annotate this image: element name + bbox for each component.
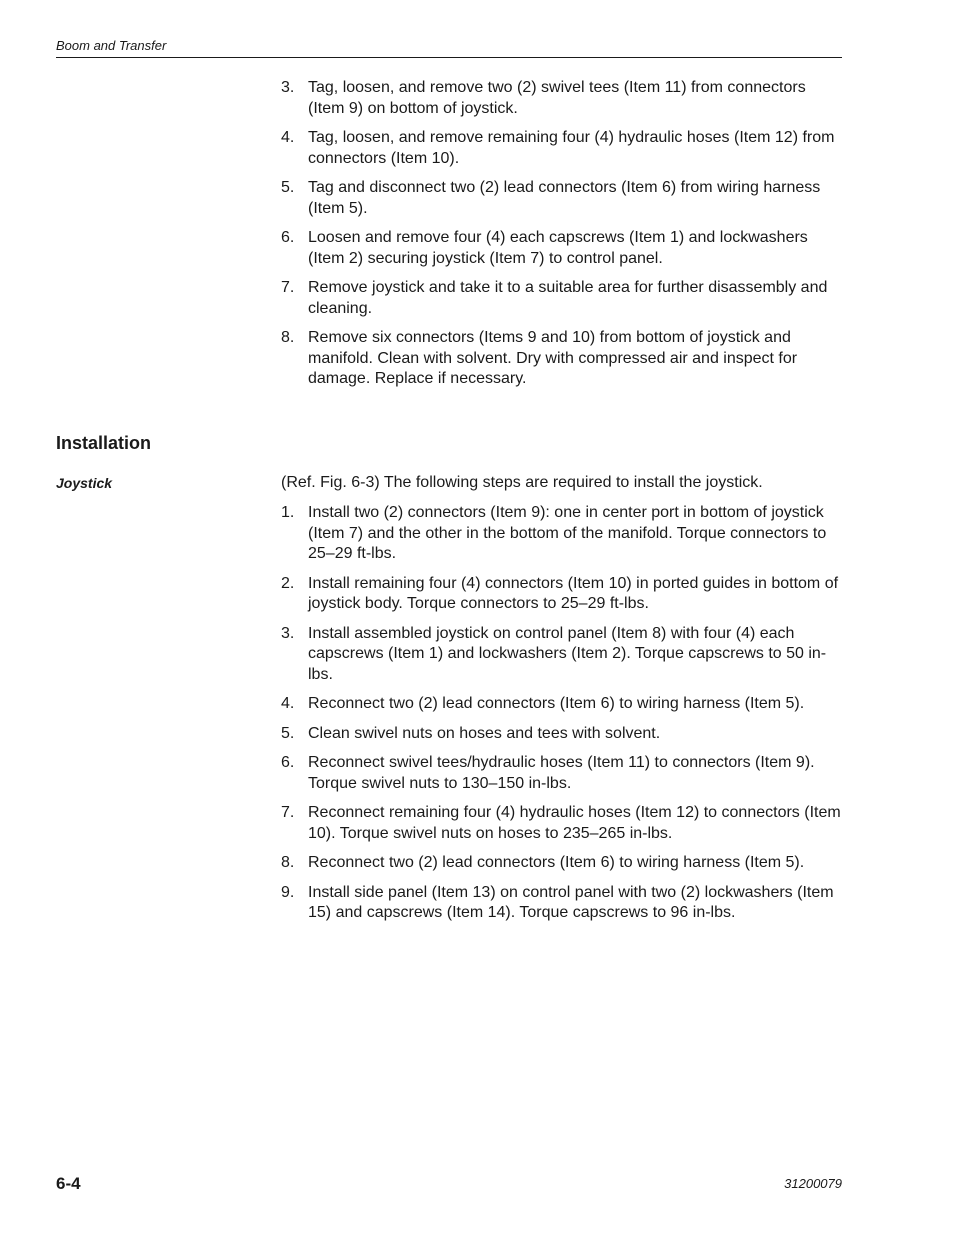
installation-intro: (Ref. Fig. 6-3) The following steps are required to install the joystick. [281, 474, 763, 491]
list-item [281, 624, 843, 686]
page-number: 6-4 [56, 1174, 81, 1193]
removal-steps-list [281, 78, 843, 399]
step-number: 8. [281, 854, 295, 871]
step-number: 1. [281, 504, 295, 521]
installation-steps-list [281, 503, 843, 933]
section-heading-installation: Installation [56, 433, 152, 453]
step-text: Install assembled joystick on control panel (Item 8) with four (4) each capscrews (Item 1) and lockwashers (Item 2). Torque capscrews to 50 in-lbs. [308, 624, 827, 683]
step-text: Reconnect swivel tees/hydraulic hoses (Item 11) to connectors (Item 9). Torque swivel nuts to 130–150 in-lbs. [308, 754, 815, 792]
step-number: 9. [281, 883, 295, 901]
step-text: Clean swivel nuts on hoses and tees with solvent. [308, 724, 661, 742]
step-text: Tag, loosen, and remove remaining four (4) hydraulic hoses (Item 12) from connectors (Item 10). [308, 129, 835, 167]
step-text: Install two (2) connectors (Item 9): one in center port in bottom of joystick (Item 7) and the other in the bottom of the manifold. Torque connectors to 25–29 ft-lbs. [308, 504, 827, 562]
step-text: Tag, loosen, and remove two (2) swivel tees (Item 11) from connectors (Item 9) on bottom of joystick. [308, 79, 806, 117]
step-text: Remove six connectors (Items 9 and 10) from bottom of joystick and manifold. Clean with solvent. Dry with compressed air and inspect for damage. Replace if necessary. [308, 329, 798, 387]
step-number: 3. [281, 79, 295, 96]
step-number: 6. [281, 754, 295, 771]
step-number: 7. [281, 279, 295, 296]
list-item [281, 328, 843, 390]
header-rule [56, 57, 842, 58]
step-number: 5. [281, 724, 295, 742]
step-number: 6. [281, 229, 295, 246]
step-text: Reconnect remaining four (4) hydraulic hoses (Item 12) to connectors (Item 10). Torque swivel nuts on hoses to 235–265 in-lbs. [308, 804, 841, 842]
step-number: 7. [281, 804, 295, 821]
list-item [281, 228, 843, 269]
list-item [281, 883, 843, 924]
step-text: Install remaining four (4) connectors (Item 10) in ported guides in bottom of joystick body. Torque connectors to 25–29 ft-lbs. [308, 574, 839, 612]
step-text: Install side panel (Item 13) on control panel with two (2) lockwashers (Item 15) and capscrews (Item 14). Torque capscrews to 96 in-lbs. [308, 883, 834, 921]
list-item [281, 724, 843, 745]
subheading-joystick: Joystick [56, 475, 113, 491]
step-text: Reconnect two (2) lead connectors (Item 6) to wiring harness (Item 5). [308, 854, 805, 871]
list-item [281, 178, 843, 219]
step-number: 4. [281, 695, 295, 712]
list-item [281, 503, 843, 565]
list-item [281, 753, 843, 794]
document-number: 31200079 [784, 1176, 842, 1191]
step-number: 3. [281, 624, 295, 642]
list-item [281, 128, 843, 169]
list-item [281, 278, 843, 319]
list-item [281, 694, 843, 715]
step-text: Loosen and remove four (4) each capscrews (Item 1) and lockwashers (Item 2) securing joystick (Item 7) to control panel. [308, 229, 808, 267]
list-item [281, 78, 843, 119]
step-text: Remove joystick and take it to a suitable area for further disassembly and cleaning. [308, 279, 828, 317]
list-item [281, 574, 843, 615]
list-item [281, 853, 843, 874]
step-number: 4. [281, 129, 295, 146]
running-header: Boom and Transfer [56, 38, 167, 53]
step-number: 5. [281, 179, 295, 196]
step-text: Reconnect two (2) lead connectors (Item 6) to wiring harness (Item 5). [308, 695, 805, 712]
step-number: 8. [281, 329, 295, 346]
list-item [281, 803, 843, 844]
step-number: 2. [281, 574, 295, 592]
step-text: Tag and disconnect two (2) lead connectors (Item 6) from wiring harness (Item 5). [308, 179, 821, 217]
